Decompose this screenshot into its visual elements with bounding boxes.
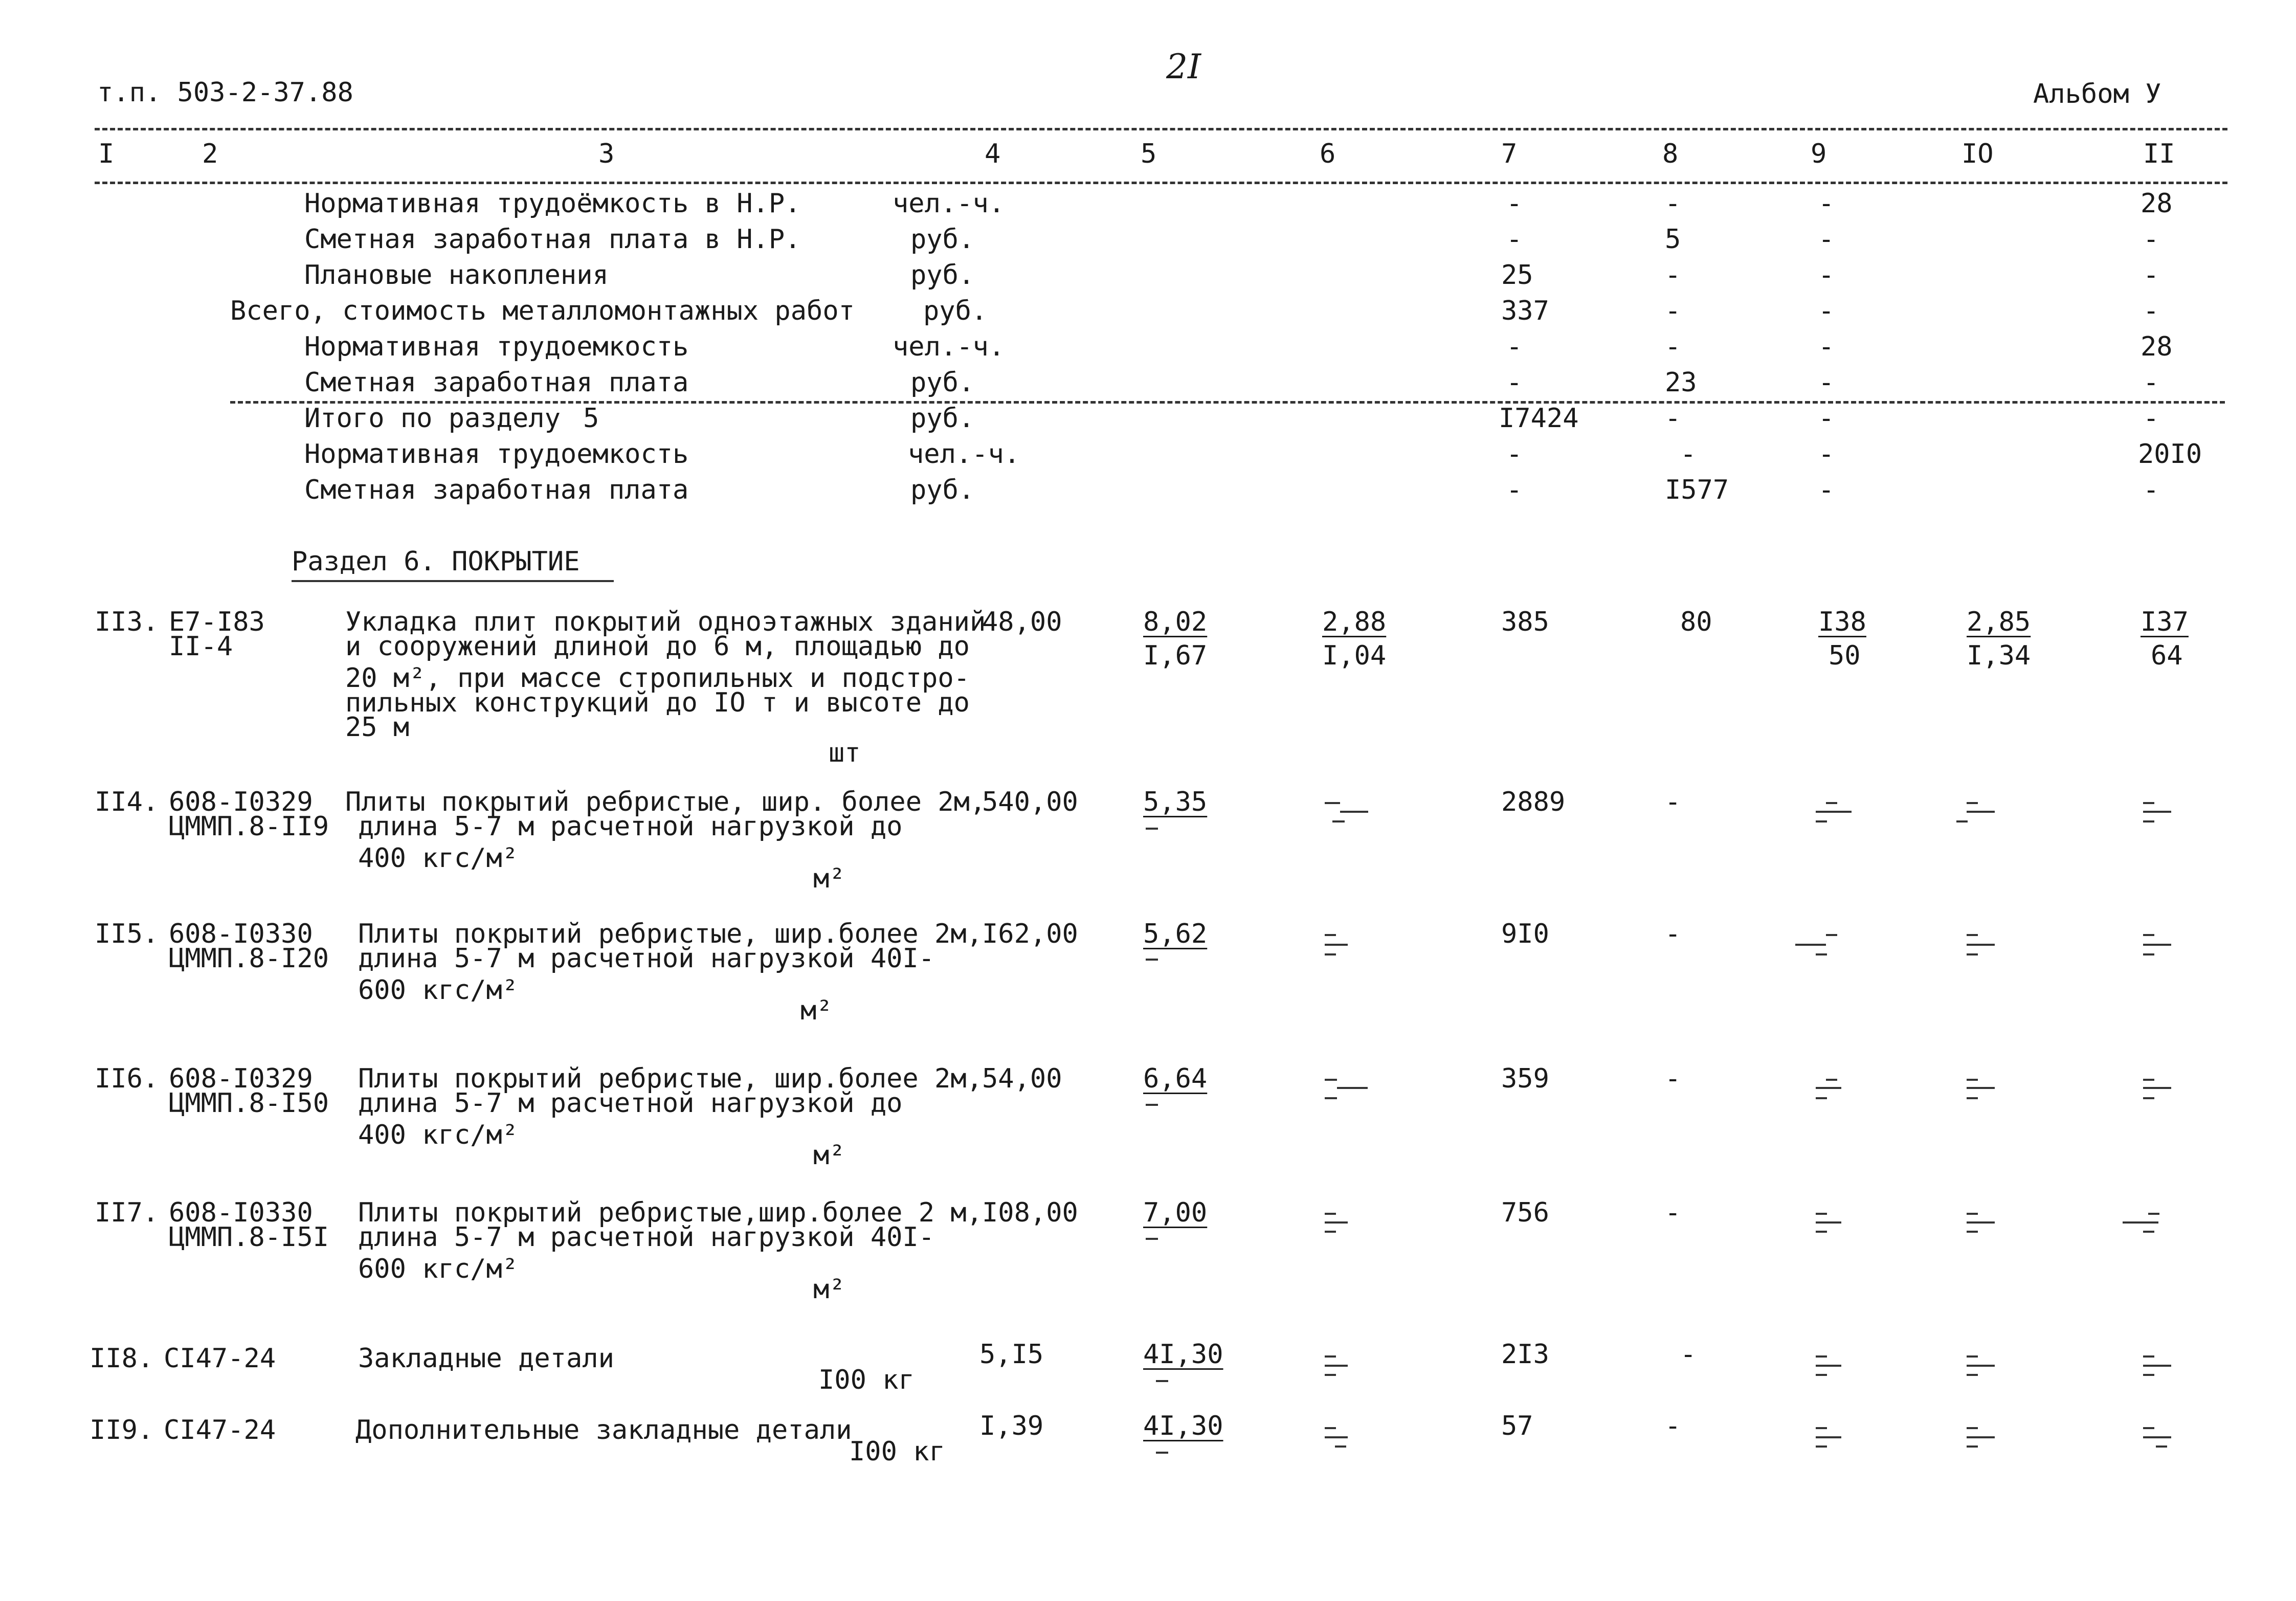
- col-header: 2: [202, 139, 218, 169]
- dash-mark: [1325, 1427, 1336, 1429]
- row-description: 20 м², при массе стропильных и подстро-: [345, 663, 970, 694]
- row-number: II3.: [95, 607, 159, 637]
- dash-mark: [1325, 1436, 1348, 1438]
- summary-label: Сметная заработная плата: [304, 475, 689, 505]
- row-number: II8.: [90, 1343, 154, 1374]
- summary-label: Плановые накопления: [304, 260, 609, 291]
- dash-mark: [1816, 1221, 1841, 1224]
- row-description: и сооружений длиной до 6 м, площадью до: [345, 631, 970, 662]
- dash-mark: [1967, 953, 1978, 955]
- dash-mark: [2123, 1221, 2158, 1224]
- summary-col7: 25: [1501, 260, 1533, 291]
- row-code: 608-I0330: [169, 1197, 313, 1228]
- row-quantity: 540,00: [982, 787, 1078, 817]
- dash-mark: [1325, 953, 1336, 955]
- dash-mark: [1967, 934, 1978, 936]
- summary-col11: -: [2143, 224, 2159, 255]
- summary-col8: -: [1665, 296, 1681, 326]
- summary-col9: -: [1818, 403, 1835, 434]
- row-col7: 359: [1501, 1063, 1549, 1094]
- dash-mark: [2143, 1436, 2171, 1438]
- row-col7: 2I3: [1501, 1339, 1549, 1370]
- row-col5: 5,35: [1143, 787, 1208, 817]
- row-col5: 7,00: [1143, 1197, 1208, 1228]
- summary-col8: 5: [1665, 224, 1681, 255]
- header-rule-top: [95, 128, 2227, 130]
- dash-mark: [1826, 802, 1837, 804]
- dash-mark: [1967, 1365, 1995, 1367]
- dash-mark: [2143, 1087, 2171, 1089]
- row-col7: 2889: [1501, 787, 1566, 817]
- summary-col9: -: [1818, 188, 1835, 219]
- row-unit: м²: [800, 995, 833, 1026]
- dash-mark: [1967, 811, 1995, 813]
- summary-col9: -: [1818, 331, 1835, 362]
- dash-mark: [1967, 1079, 1978, 1081]
- dash-mark: [2143, 953, 2154, 955]
- dash-mark: [1146, 828, 1158, 830]
- dash-mark: [1967, 1355, 1978, 1358]
- dash-mark: [2143, 1231, 2154, 1233]
- row-number: II6.: [95, 1063, 159, 1094]
- row-number: II5.: [95, 919, 159, 949]
- summary-col8: -: [1680, 439, 1697, 470]
- summary-col8: -: [1665, 260, 1681, 291]
- summary-unit: руб.: [910, 475, 975, 505]
- row-number: II4.: [95, 787, 159, 817]
- dash-mark: [1337, 1087, 1368, 1089]
- dash-mark: [2143, 1427, 2154, 1429]
- dash-mark: [1816, 1087, 1841, 1089]
- row-quantity: 5,I5: [979, 1339, 1044, 1370]
- summary-col7: -: [1506, 367, 1523, 398]
- row-description: 400 кгс/м²: [358, 843, 519, 874]
- dash-mark: [1325, 934, 1336, 936]
- row-col6-top: 2,88: [1322, 607, 1387, 637]
- dash-mark: [2143, 1079, 2154, 1081]
- row-col7: 756: [1501, 1197, 1549, 1228]
- summary-label: Сметная заработная плата в Н.Р.: [304, 224, 801, 255]
- row-col9-top: I38: [1818, 607, 1866, 637]
- row-col8: -: [1665, 1411, 1681, 1441]
- summary-label: Всего, стоимость металломонтажных работ: [230, 296, 855, 326]
- dash-mark: [1816, 1355, 1827, 1358]
- row-description: 400 кгс/м²: [358, 1120, 519, 1150]
- summary-unit: чел.-ч.: [893, 188, 1005, 219]
- dash-mark: [1156, 1452, 1168, 1454]
- row-col8: -: [1665, 787, 1681, 817]
- dash-mark: [1826, 1079, 1837, 1081]
- row-col5: 6,64: [1143, 1063, 1208, 1094]
- row-col8: -: [1665, 1063, 1681, 1094]
- row-description: длина 5-7 м расчетной нагрузкой до: [358, 1088, 903, 1119]
- row-col10-bottom: I,34: [1967, 640, 2031, 671]
- summary-col7: -: [1506, 188, 1523, 219]
- dash-mark: [1967, 1221, 1995, 1224]
- dash-mark: [1816, 1213, 1827, 1215]
- summary-col7: I7424: [1499, 403, 1579, 434]
- dash-mark: [1816, 1374, 1827, 1376]
- summary-col9: -: [1818, 224, 1835, 255]
- summary-label: Сметная заработная плата: [304, 367, 689, 398]
- summary-unit: руб.: [910, 403, 975, 434]
- summary-label: Нормативная трудоемкость: [304, 331, 689, 362]
- dash-mark: [2143, 934, 2154, 936]
- row-code: Е7-I83: [169, 607, 265, 637]
- dash-mark: [1325, 1365, 1348, 1367]
- dash-mark: [2143, 820, 2154, 822]
- row-col5-bottom: I,67: [1143, 640, 1208, 671]
- dash-mark: [1967, 1231, 1978, 1233]
- row-code: ЦММП.8-I20: [169, 943, 329, 974]
- dash-mark: [1816, 1446, 1827, 1448]
- dash-mark: [2143, 1374, 2154, 1376]
- row-description: 25 м: [345, 712, 410, 743]
- summary-col7: 337: [1501, 296, 1549, 326]
- dash-mark: [1816, 1231, 1827, 1233]
- summary-unit: чел.-ч.: [908, 439, 1020, 470]
- dash-mark: [1795, 944, 1826, 946]
- dash-mark: [2143, 811, 2171, 813]
- summary-col8: I577: [1665, 475, 1729, 505]
- dash-mark: [1816, 811, 1852, 813]
- row-code: II-4: [169, 631, 233, 662]
- dash-mark: [2143, 944, 2171, 946]
- summary-unit: руб.: [923, 296, 988, 326]
- dash-mark: [1156, 1380, 1168, 1382]
- summary-section-number: 5: [583, 403, 599, 434]
- summary-col9: -: [1818, 367, 1835, 398]
- col-header: II: [2143, 139, 2175, 169]
- row-description: длина 5-7 м расчетной нагрузкой до: [358, 811, 903, 842]
- dash-mark: [1826, 934, 1837, 936]
- summary-col11: 28: [2141, 188, 2173, 219]
- row-col8: -: [1665, 919, 1681, 949]
- row-number: II9.: [90, 1415, 154, 1446]
- row-quantity: I62,00: [982, 919, 1078, 949]
- dash-mark: [1816, 953, 1827, 955]
- dash-mark: [1332, 820, 1345, 822]
- summary-col11: -: [2143, 260, 2159, 291]
- document-code: т.п. 503-2-37.88: [97, 77, 353, 108]
- summary-col11: -: [2143, 475, 2159, 505]
- dash-mark: [1956, 820, 1968, 822]
- row-col7: 57: [1501, 1411, 1533, 1441]
- dash-mark: [2143, 1355, 2154, 1358]
- summary-unit: руб.: [910, 367, 975, 398]
- row-quantity: I,39: [979, 1411, 1044, 1441]
- row-col10-top: 2,85: [1967, 607, 2031, 637]
- row-quantity: 54,00: [982, 1063, 1062, 1094]
- row-quantity: 48,00: [982, 607, 1062, 637]
- row-col5: 4I,30: [1143, 1411, 1223, 1441]
- col-header: 8: [1662, 139, 1679, 169]
- dash-mark: [1816, 1097, 1827, 1099]
- dash-mark: [2143, 802, 2154, 804]
- section-title: Раздел 6. ПОКРЫТИЕ: [292, 548, 614, 582]
- row-col8: -: [1665, 1197, 1681, 1228]
- row-unit: I00 кг: [849, 1436, 945, 1467]
- row-col5: 4I,30: [1143, 1339, 1223, 1370]
- summary-label: Итого по разделу: [304, 403, 561, 434]
- summary-unit: чел.-ч.: [893, 331, 1005, 362]
- summary-col11: 28: [2141, 331, 2173, 362]
- row-col5: 5,62: [1143, 919, 1208, 949]
- row-col5-top: 8,02: [1143, 607, 1208, 637]
- dash-mark: [1146, 1104, 1158, 1106]
- row-code: CI47-24: [164, 1415, 276, 1446]
- summary-col8: 23: [1665, 367, 1697, 398]
- summary-col11: -: [2143, 296, 2159, 326]
- dash-mark: [1146, 1238, 1158, 1240]
- col-header: 7: [1501, 139, 1518, 169]
- row-description: Дополнительные закладные детали: [355, 1415, 852, 1446]
- row-description: пильных конструкций до IO т и высоте до: [345, 687, 970, 718]
- row-description: Плиты покрытий ребристые,шир.более 2 м,: [358, 1197, 983, 1228]
- dash-mark: [1325, 1374, 1336, 1376]
- row-unit: I00 кг: [818, 1365, 915, 1395]
- row-quantity: I08,00: [982, 1197, 1078, 1228]
- row-col7: 385: [1501, 607, 1549, 637]
- dash-mark: [1325, 1213, 1336, 1215]
- col-header: 3: [598, 139, 615, 169]
- dash-mark: [1967, 1097, 1978, 1099]
- dash-mark: [1325, 1079, 1337, 1081]
- row-col11-top: I37: [2141, 607, 2189, 637]
- summary-col9: -: [1818, 296, 1835, 326]
- summary-unit: руб.: [910, 260, 975, 291]
- row-description: 600 кгс/м²: [358, 975, 519, 1006]
- row-code: 608-I0329: [169, 1063, 313, 1094]
- page-number: 2I: [1166, 47, 1201, 86]
- summary-label: Нормативная трудоемкость: [304, 439, 689, 470]
- col-header: 9: [1811, 139, 1827, 169]
- summary-col7: -: [1506, 224, 1523, 255]
- row-description: Плиты покрытий ребристые, шир.более 2м,: [358, 919, 983, 949]
- row-col6-bottom: I,04: [1322, 640, 1387, 671]
- summary-label: Нормативная трудоёмкость в Н.Р.: [304, 188, 801, 219]
- dash-mark: [1325, 1097, 1337, 1099]
- dash-mark: [1967, 1436, 1995, 1438]
- summary-col11: 20I0: [2138, 439, 2202, 470]
- dash-mark: [1967, 1446, 1978, 1448]
- dash-mark: [1967, 944, 1995, 946]
- summary-col9: -: [1818, 260, 1835, 291]
- row-code: ЦММП.8-I5I: [169, 1222, 329, 1253]
- dash-mark: [2148, 1213, 2159, 1215]
- dash-mark: [1967, 1374, 1978, 1376]
- dash-mark: [1967, 1087, 1995, 1089]
- summary-col7: -: [1506, 439, 1523, 470]
- summary-col8: -: [1665, 403, 1681, 434]
- row-description: длина 5-7 м расчетной нагрузкой 40I-: [358, 943, 935, 974]
- summary-unit: руб.: [910, 224, 975, 255]
- dash-mark: [1325, 944, 1348, 946]
- row-col7: 9I0: [1501, 919, 1549, 949]
- row-col11-bottom: 64: [2151, 640, 2183, 671]
- row-description: Плиты покрытий ребристые, шир.более 2м,: [358, 1063, 983, 1094]
- row-description: Закладные детали: [358, 1343, 614, 1374]
- dash-mark: [1816, 820, 1827, 822]
- dash-mark: [1816, 1436, 1841, 1438]
- row-code: 608-I0330: [169, 919, 313, 949]
- dash-mark: [2156, 1446, 2167, 1448]
- row-code: CI47-24: [164, 1343, 276, 1374]
- dash-mark: [1816, 1365, 1841, 1367]
- col-header: IO: [1961, 139, 1994, 169]
- row-description: 600 кгс/м²: [358, 1254, 519, 1284]
- row-unit: м²: [813, 1274, 845, 1305]
- summary-col7: -: [1506, 475, 1523, 505]
- dash-mark: [1146, 959, 1158, 961]
- dash-mark: [1816, 1427, 1827, 1429]
- dash-mark: [1325, 1355, 1336, 1358]
- row-code: ЦММП.8-II9: [169, 811, 329, 842]
- row-unit: м²: [813, 863, 845, 894]
- album-label: Альбом У: [2033, 79, 2161, 109]
- summary-col9: -: [1818, 439, 1835, 470]
- row-unit: шт: [829, 738, 861, 768]
- row-unit: м²: [813, 1140, 845, 1171]
- row-number: II7.: [95, 1197, 159, 1228]
- summary-col9: -: [1818, 475, 1835, 505]
- dash-mark: [1340, 811, 1368, 813]
- row-col8: 80: [1680, 607, 1712, 637]
- summary-col8: -: [1665, 188, 1681, 219]
- summary-col7: -: [1506, 331, 1523, 362]
- col-header: 6: [1320, 139, 1336, 169]
- row-description: длина 5-7 м расчетной нагрузкой 40I-: [358, 1222, 935, 1253]
- summary-col11: -: [2143, 367, 2159, 398]
- row-col8: -: [1680, 1339, 1697, 1370]
- summary-col8: -: [1665, 331, 1681, 362]
- col-header: 4: [985, 139, 1001, 169]
- dash-mark: [1967, 1213, 1978, 1215]
- dash-mark: [1325, 802, 1340, 804]
- col-header: I: [98, 139, 115, 169]
- row-description: Плиты покрытий ребристые, шир. более 2м,: [345, 787, 986, 817]
- row-description: Укладка плит покрытий одноэтажных зданий: [345, 607, 986, 637]
- row-col9-bottom: 50: [1829, 640, 1861, 671]
- dash-mark: [2143, 1097, 2154, 1099]
- dash-mark: [1325, 1231, 1336, 1233]
- row-code: 608-I0329: [169, 787, 313, 817]
- dash-mark: [1325, 1221, 1348, 1224]
- col-header: 5: [1141, 139, 1157, 169]
- dash-mark: [1967, 802, 1978, 804]
- header-rule-bottom: [95, 182, 2227, 184]
- dash-mark: [2143, 1365, 2171, 1367]
- row-code: ЦММП.8-I50: [169, 1088, 329, 1119]
- summary-col11: -: [2143, 403, 2159, 434]
- dash-mark: [1335, 1446, 1346, 1448]
- dash-mark: [1967, 1427, 1978, 1429]
